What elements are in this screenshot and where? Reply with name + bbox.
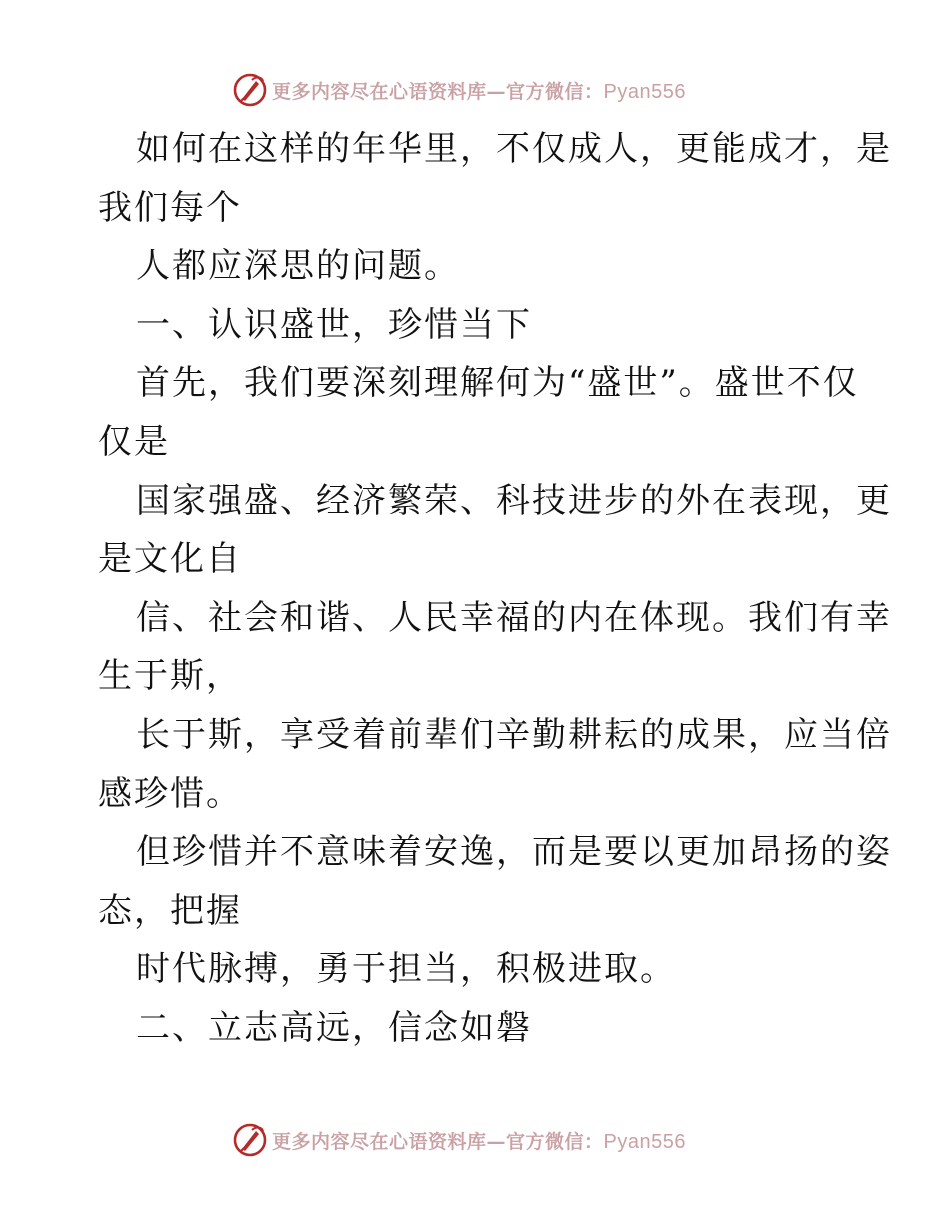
body-line: 如何在这样的年华里，不仅成人，更能成才，是 xyxy=(136,129,892,169)
quill-pen-logo-icon xyxy=(232,72,268,108)
header-banner-wechat-id: Pyan556 xyxy=(603,80,686,103)
footer-banner-chinese: 更多内容尽在心语资料库—官方微信： xyxy=(272,1130,604,1153)
body-line: 人都应深思的问题。 xyxy=(136,246,460,287)
body-line: 我们每个 xyxy=(98,187,242,228)
footer-banner-text xyxy=(272,1127,686,1154)
body-line: 信、社会和谐、人民幸福的内在体现。我们有幸 xyxy=(136,597,892,638)
header-banner-text xyxy=(272,77,686,104)
footer-watermark-banner xyxy=(232,1120,686,1160)
document-body xyxy=(98,120,892,1058)
body-line: 态，把握 xyxy=(98,890,242,931)
header-watermark-banner xyxy=(232,70,686,110)
body-line: 感珍惜。 xyxy=(98,773,242,814)
body-line: 生于斯， xyxy=(98,656,242,697)
body-line: 国家强盛、经济繁荣、科技进步的外在表现，更 xyxy=(136,480,892,521)
body-line: 时代脉搏，勇于担当，积极进取。 xyxy=(136,949,676,990)
footer-banner-wechat-id: Pyan556 xyxy=(603,1130,686,1153)
body-line: 但珍惜并不意味着安逸，而是要以更加昂扬的姿 xyxy=(136,832,892,873)
body-line: 首先，我们要深刻理解何为“盛世”。盛世不仅 xyxy=(136,363,859,404)
body-line: 长于斯，享受着前辈们辛勤耕耘的成果，应当倍 xyxy=(136,714,892,755)
header-banner-chinese: 更多内容尽在心语资料库—官方微信： xyxy=(272,80,604,103)
body-line: 是文化自 xyxy=(98,539,242,580)
section-heading: 二、立志高远，信念如磐 xyxy=(136,1007,532,1048)
body-line: 仅是 xyxy=(98,421,170,462)
quill-pen-logo-icon xyxy=(232,1122,268,1158)
section-heading: 一、认识盛世，珍惜当下 xyxy=(136,304,532,345)
